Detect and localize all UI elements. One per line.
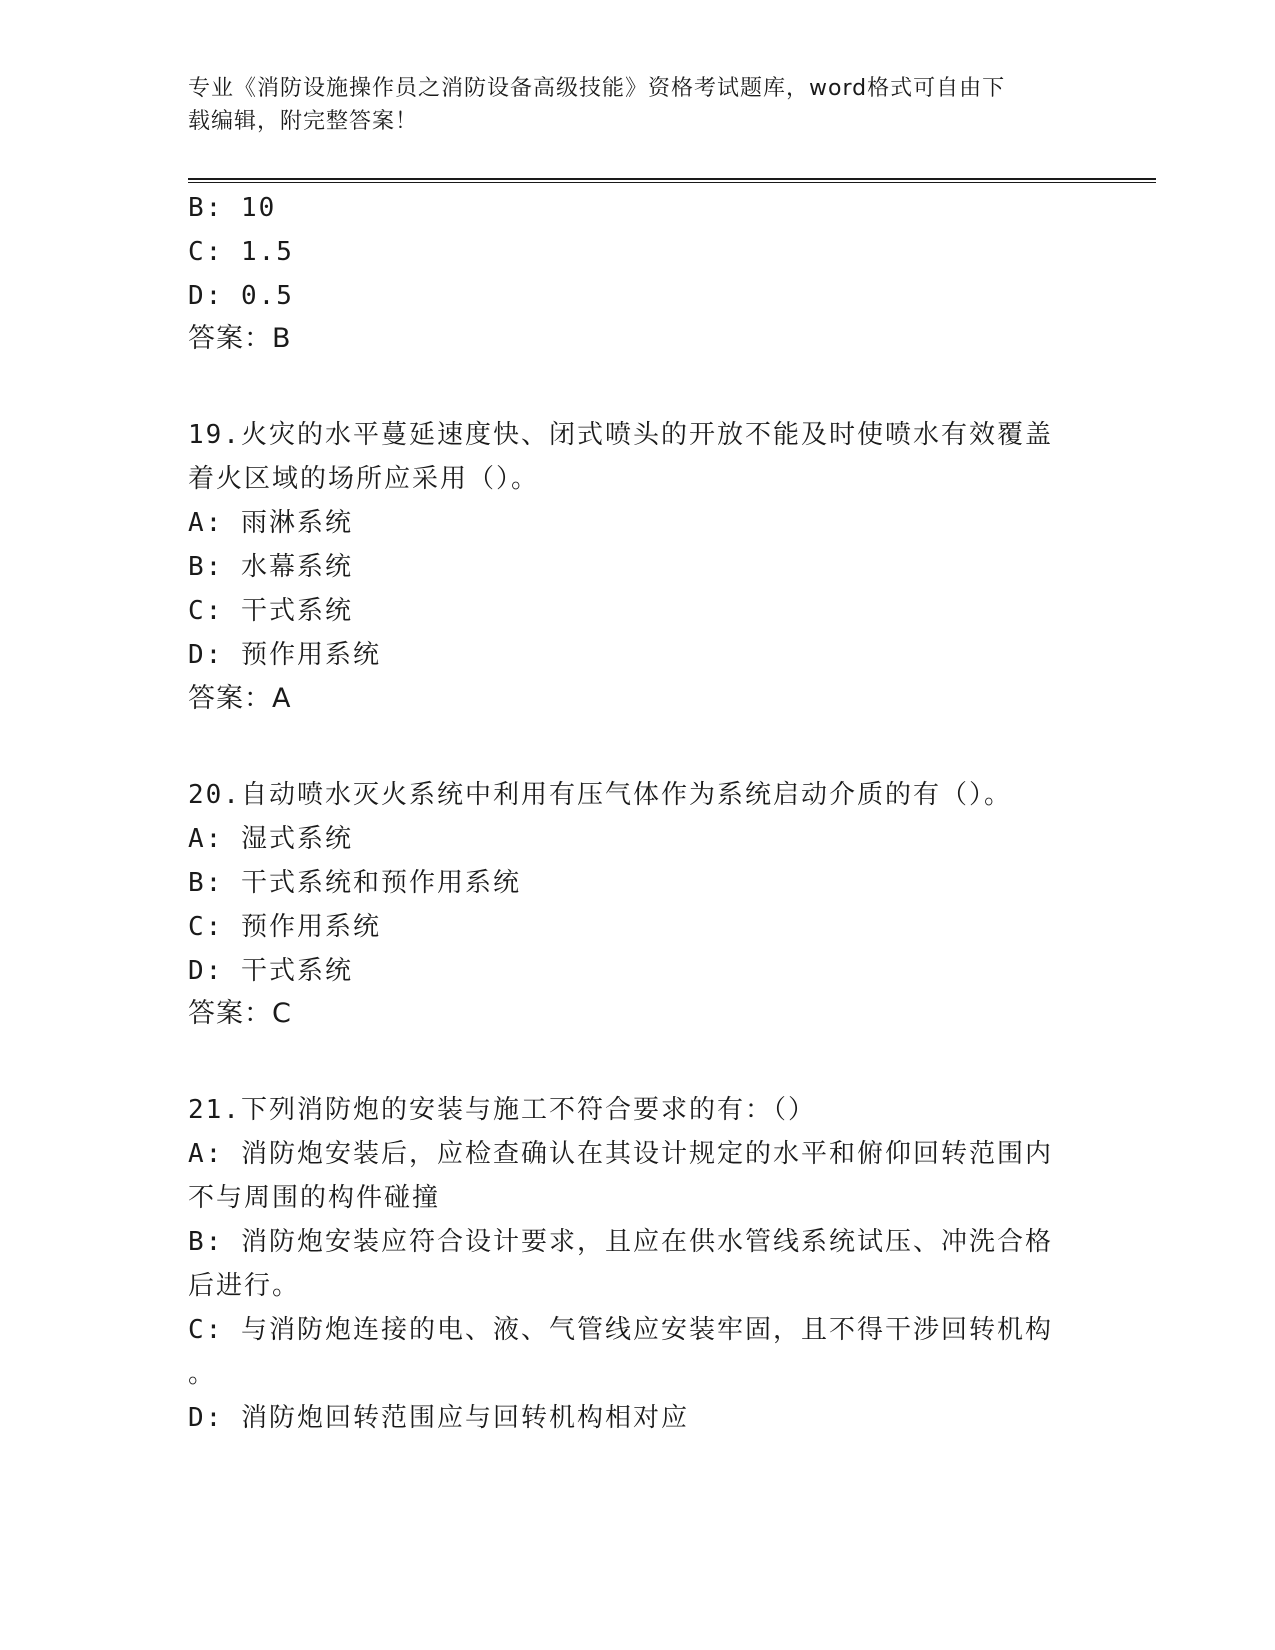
- q21-stem-line-1: 21.下列消防炮的安装与施工不符合要求的有：（）: [188, 1095, 816, 1125]
- q19-stem-line-1: 19.火灾的水平蔓延速度快、闭式喷头的开放不能及时使喷水有效覆盖: [188, 420, 1053, 450]
- q21-option-c-line-1: C: 与消防炮连接的电、液、气管线应安装牢固，且不得干涉回转机构: [188, 1315, 1053, 1345]
- q19-answer: 答案：A: [188, 683, 292, 714]
- q19-option-b: B: 水幕系统: [188, 552, 353, 582]
- q20-stem-line-1: 20.自动喷水灭火系统中利用有压气体作为系统启动介质的有（）。: [188, 780, 1012, 810]
- q19-option-c: C: 干式系统: [188, 596, 353, 626]
- q21-option-c-line-2: 。: [188, 1359, 217, 1389]
- q21-option-b-line-1: B: 消防炮安装应符合设计要求，且应在供水管线系统试压、冲洗合格: [188, 1227, 1053, 1257]
- document-header: [188, 72, 1088, 138]
- header-divider-thin: [188, 182, 1156, 183]
- q19-option-d: D: 预作用系统: [188, 640, 381, 670]
- q18-option-b: B: 10: [188, 193, 277, 223]
- q21-option-a-line-2: 不与周围的构件碰撞: [188, 1183, 441, 1213]
- q21-option-b-line-2: 后进行。: [188, 1271, 301, 1301]
- q18-option-c: C: 1.5: [188, 237, 294, 267]
- q18-option-d: D: 0.5: [188, 281, 294, 311]
- q21-option-a-line-1: A: 消防炮安装后，应检查确认在其设计规定的水平和俯仰回转范围内: [188, 1139, 1053, 1169]
- q20-option-d: D: 干式系统: [188, 956, 353, 986]
- header-divider-thick: [188, 178, 1156, 180]
- q19-stem-line-2: 着火区域的场所应采用（）。: [188, 464, 540, 494]
- q20-option-a: A: 湿式系统: [188, 824, 353, 854]
- q20-answer: 答案：C: [188, 998, 292, 1029]
- q20-option-b: B: 干式系统和预作用系统: [188, 868, 521, 898]
- q19-option-a: A: 雨淋系统: [188, 508, 353, 538]
- q21-option-d: D: 消防炮回转范围应与回转机构相对应: [188, 1403, 689, 1433]
- header-line-1: 专业《消防设施操作员之消防设备高级技能》资格考试题库，word格式可自由下: [188, 76, 1006, 101]
- header-line-2: 载编辑，附完整答案！: [188, 109, 419, 134]
- q18-answer: 答案：B: [188, 323, 292, 354]
- q20-option-c: C: 预作用系统: [188, 912, 381, 942]
